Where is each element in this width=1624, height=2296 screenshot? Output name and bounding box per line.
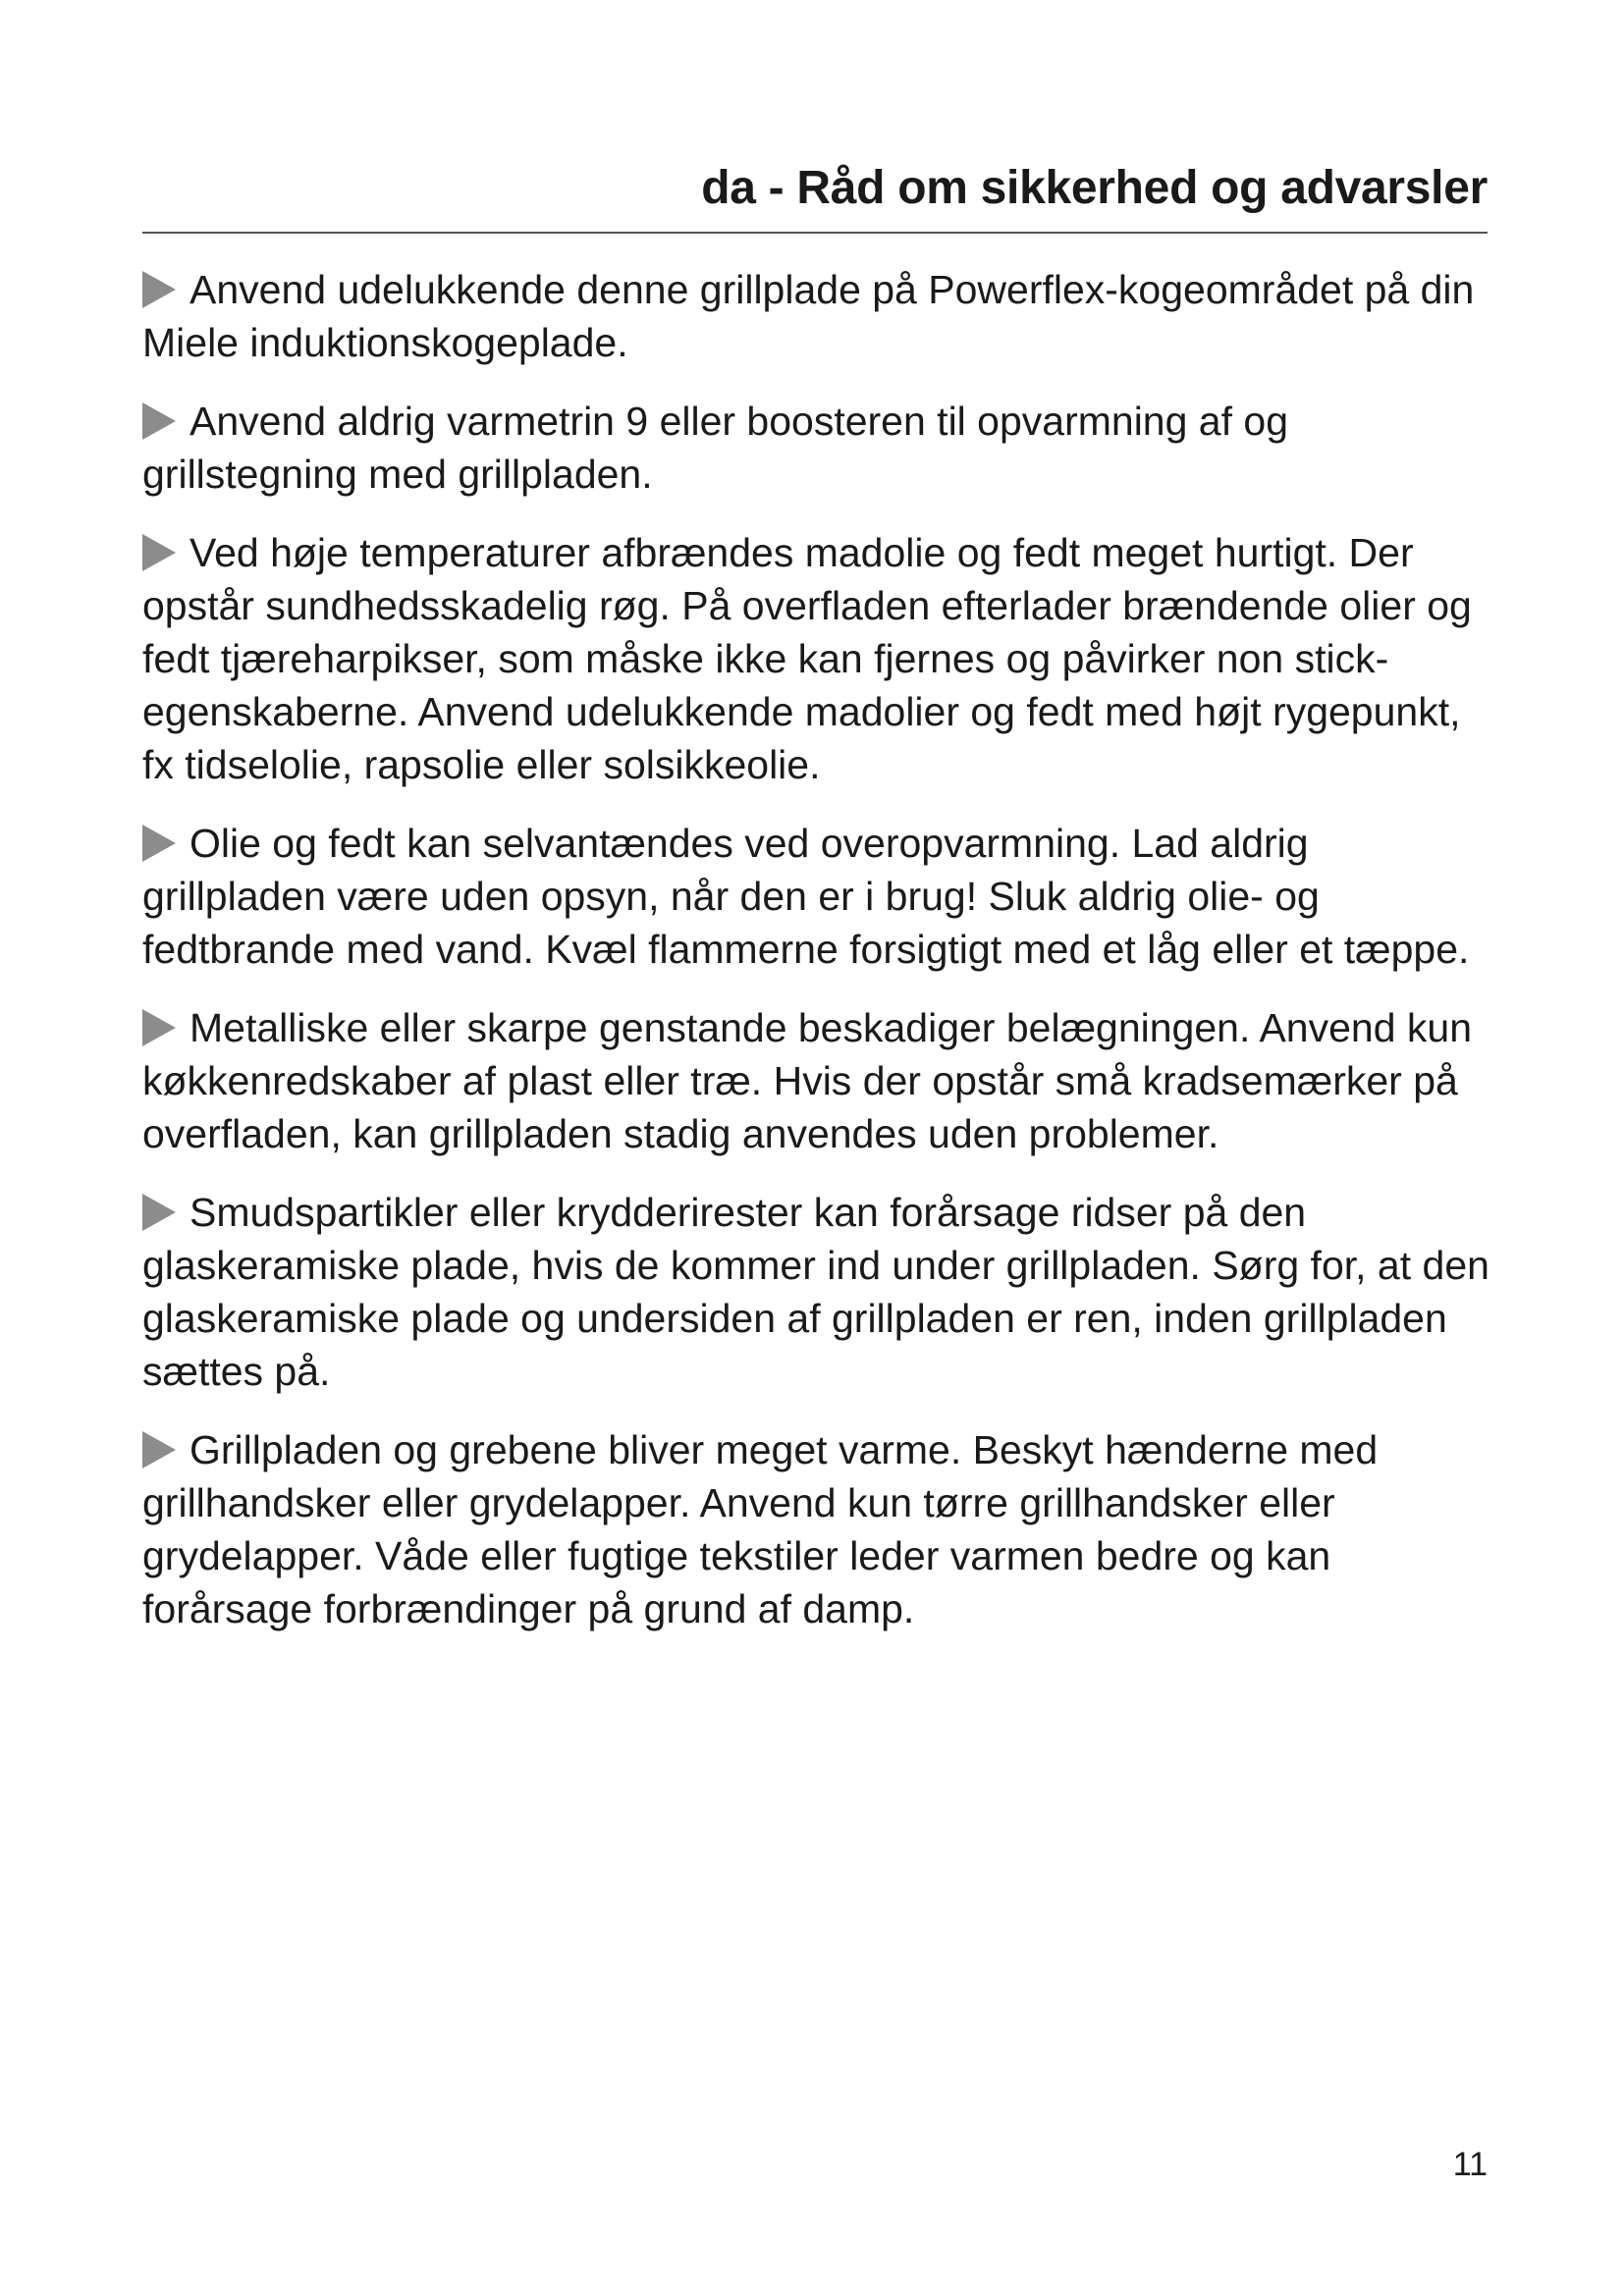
triangle-arrow-icon	[142, 402, 176, 440]
triangle-arrow-icon	[142, 1009, 176, 1046]
warning-text: Anvend aldrig varmetrin 9 eller boosteren til opvarmning af og grillstegning med grillpladen.	[142, 399, 1288, 497]
triangle-arrow-icon	[142, 825, 176, 862]
page-title: da - Råd om sikkerhed og advarsler	[701, 162, 1488, 214]
warning-item	[142, 1423, 1492, 1635]
warning-text: Ved høje temperaturer afbrændes madolie og fedt meget hurtigt. Der opstår sundhedsskadelig røg. På overfladen efterlader brændende olier og fedt tjæreharpikser, som måske ikke kan fjernes og påvirker non stick-egenskaberne. Anvend udelukkende madolier og fedt med højt rygepunkt, fx tidselolie, rapsolie eller solsikkeolie.	[142, 530, 1472, 787]
warning-text: Metalliske eller skarpe genstande beskadiger belægningen. Anvend kun køkkenredskaber af plast eller træ. Hvis der opstår små kradsemærker på overfladen, kan grillpladen stadig anvendes uden problemer.	[142, 1005, 1473, 1156]
triangle-arrow-icon	[142, 271, 176, 308]
triangle-arrow-icon	[142, 1194, 176, 1231]
warning-item	[142, 526, 1492, 791]
page-header	[142, 147, 1488, 234]
warning-item	[142, 1186, 1492, 1398]
warning-text: Anvend udelukkende denne grillplade på Powerflex-kogeområdet på din Miele induktionskogeplade.	[142, 267, 1475, 365]
triangle-arrow-icon	[142, 1431, 176, 1468]
warnings-list	[142, 263, 1492, 1661]
warning-item	[142, 817, 1492, 976]
triangle-arrow-icon	[142, 534, 176, 571]
warning-text: Olie og fedt kan selvantændes ved overopvarmning. Lad aldrig grillpladen være uden opsyn, når den er i brug! Sluk aldrig olie- og fedtbrande med vand. Kvæl flammerne forsigtigt med et låg eller et tæppe.	[142, 821, 1470, 972]
warning-item	[142, 1001, 1492, 1160]
warning-item	[142, 263, 1492, 369]
warning-text: Grillpladen og grebene bliver meget varme. Beskyt hænderne med grillhandsker eller grydelapper. Anvend kun tørre grillhandsker eller grydelapper. Våde eller fugtige tekstiler leder varmen bedre og kan forårsage forbrændinger på grund af damp.	[142, 1427, 1379, 1631]
warning-item	[142, 395, 1492, 501]
warning-text: Smudspartikler eller krydderirester kan forårsage ridser på den glaskeramiske plade, hvis de kommer ind under grillpladen. Sørg for, at den glaskeramiske plade og undersiden af grillpladen er ren, inden grillpladen sættes på.	[142, 1190, 1489, 1394]
page-number: 11	[1452, 2146, 1488, 2183]
